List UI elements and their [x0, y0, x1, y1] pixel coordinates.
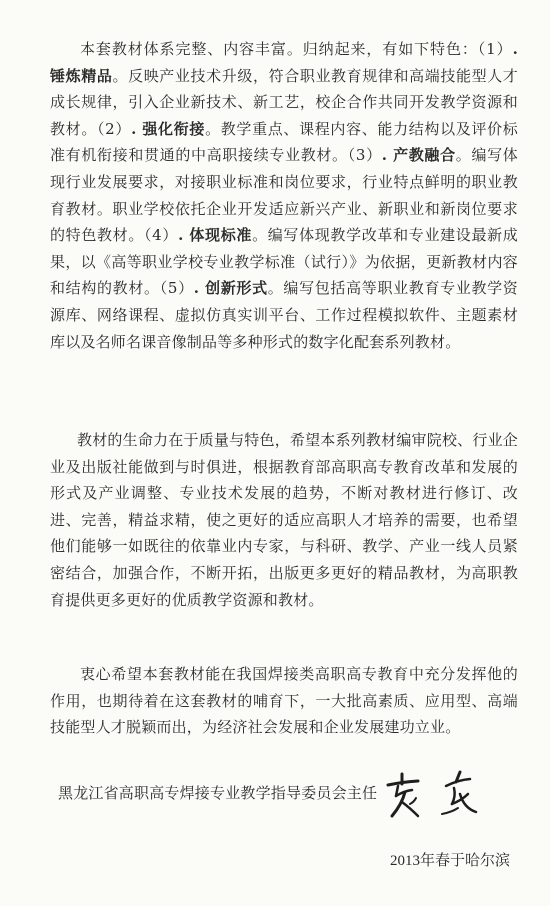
features-text-1: 本套教材体系完整、内容丰富。归纳起来，有如下特色：（1） [80, 40, 513, 58]
features-text-5: 。编写体现教学改革和专业建设最新成果，以《高等职业学校专业教学标准（试行）》为依据，更新教材内容和结构的教材。（5） [50, 226, 518, 298]
features-text-3: 。教学重点、课程内容、能力结构以及评价标准有机衔接和贯通的中高职接续专业教材。（3） [50, 119, 518, 165]
paragraph-hope: 衷心希望本套教材能在我国焊接类高职高专教育中充分发挥他的作用，也期待着在这套教材的哺育下，一大批高素质、应用型、高端技能型人才脱颖而出，为经济社会发展和企业发展建功立业。 [50, 665, 518, 737]
paragraph-features [50, 36, 518, 355]
feature-4-title: . 体现标准 [178, 226, 253, 245]
features-text-2: 。反映产业技术升级，符合职业教育规律和高端技能型人才成长规律，引入企业新技术、新工艺，校企合作共同开发教学资源和教材。（2） [50, 66, 519, 138]
date-place: 2013年春于哈尔滨 [389, 853, 510, 869]
committee-title: 黑龙江省高职高专焊接专业教学指导委员会主任 [58, 784, 378, 802]
features-text-4: 。编写体现行业发展要求，对接职业标准和岗位要求，行业特点鲜明的职业教育教材。职业学校依托企业开发适应新兴产业、新职业和新岗位要求的特色教材。（4） [50, 146, 518, 245]
feature-5-title: . 创新形式 [193, 279, 268, 298]
handwritten-signature [372, 764, 492, 824]
feature-3-title: . 产教融合 [381, 146, 456, 165]
paragraph-vitality: 教材的生命力在于质量与特色，希望本系列教材编审院校、行业企业及出版社能做到与时俱进，根据教育部高职高专教育改革和发展的形式及产业调整、专业技术发展的趋势，不断对教材进行修订、改进、完善，精益求精，使之更好的适应高职人才培养的需要，也希望他们能够一如既往的依靠业内专家，与科研、教学、产业一线人员紧密结合，加强合作，不断开拓，出版更多更好的精品教材，为高职教育提供更多更好的优质教学资源和教材。 [50, 431, 518, 609]
features-text-6: 。编写包括高等职业教育专业教学资源库、网络课程、虚拟仿真实训平台、工作过程模拟软件、主题素材库以及名师名课音像制品等多种形式的数字化配套系列教材。 [50, 279, 518, 351]
feature-2-title: . 强化衔接 [131, 119, 206, 138]
feature-1-title: . 锤炼精品 [50, 40, 518, 85]
